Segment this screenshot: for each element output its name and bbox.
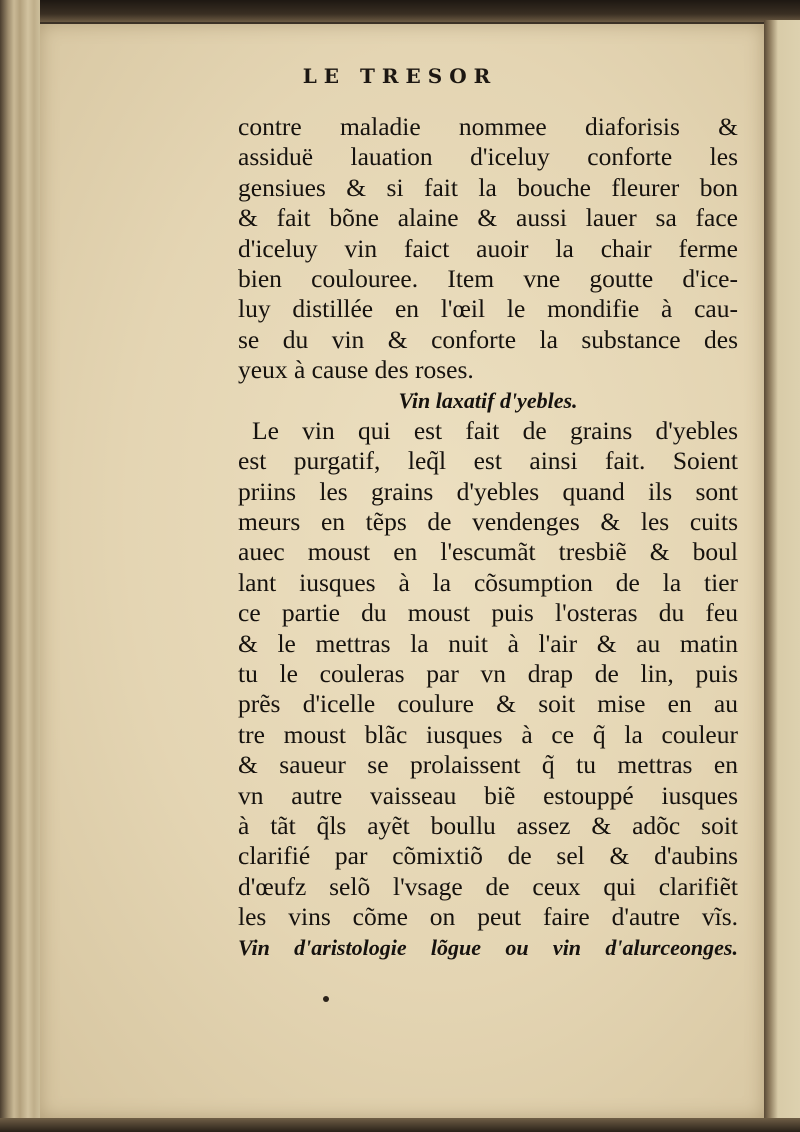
text-line: & le mettras la nuit à l'air & au matin bbox=[238, 628, 738, 658]
text-line: & fait bõne alaine & aussi lauer sa face bbox=[238, 203, 738, 233]
text-line: tu le couleras par vn drap de lin, puis bbox=[238, 659, 738, 689]
section-heading: Vin laxatif d'yebles. bbox=[398, 387, 578, 413]
text-line: tre moust blãc iusques à ce q̃ la couleur bbox=[238, 719, 738, 749]
text-line: prẽs d'icelle coulure & soit mise en au bbox=[238, 689, 738, 719]
text-line: yeux à cause des roses. bbox=[238, 355, 474, 385]
text-line: priins les grains d'yebles quand ils sont bbox=[238, 476, 738, 506]
text-line: se du vin & conforte la substance des bbox=[238, 324, 738, 354]
text-line: bien coulouree. Item vne goutte d'ice- bbox=[238, 263, 738, 293]
text-line: auec moust en l'escumãt tresbiẽ & boul bbox=[238, 537, 738, 567]
text-line: à tãt q̃ls ayẽt boullu assez & adõc soit bbox=[238, 810, 738, 840]
running-head: LE TRESOR bbox=[302, 64, 498, 88]
facing-page-edge bbox=[764, 20, 800, 1120]
scan-top-shadow bbox=[0, 0, 800, 22]
stacked-page-edges bbox=[0, 0, 40, 1132]
text-line: gensiues & si fait la bouche fleurer bon bbox=[238, 172, 738, 202]
text-line: contre maladie nommee diaforisis & bbox=[238, 112, 738, 141]
text-line: les vins cõme on peut faire d'autre vĩs. bbox=[238, 902, 738, 932]
ink-dot bbox=[323, 996, 329, 1002]
text-line: lant iusques à la cõsumption de la tier bbox=[238, 567, 738, 597]
text-line: Le vin qui est fait de grains d'yebles bbox=[252, 415, 738, 445]
text-line: d'iceluy vin faict auoir la chair ferme bbox=[238, 233, 738, 263]
page-text bbox=[238, 112, 738, 963]
text-line: luy distillée en l'œil le mondifie à cau- bbox=[238, 294, 738, 324]
text-line: d'œufz selõ l'vsage de ceux qui clarifiẽt bbox=[238, 871, 738, 901]
text-line: est purgatif, leq̃l est ainsi fait. Soient bbox=[238, 446, 738, 476]
text-line: clarifié par cõmixtiõ de sel & d'aubins bbox=[238, 841, 738, 871]
text-line: ce partie du moust puis l'osteras du feu bbox=[238, 598, 738, 628]
text-line: assiduë lauation d'iceluy conforte les bbox=[238, 142, 738, 172]
text-line: & saueur se prolaissent q̃ tu mettras en bbox=[238, 750, 738, 780]
text-line: meurs en tẽps de vendenges & les cuits bbox=[238, 507, 738, 537]
next-section-heading: Vin d'aristologie lõgue ou vin d'alurceonges. bbox=[238, 934, 738, 960]
text-line: vn autre vaisseau biẽ estouppé iusques bbox=[238, 780, 738, 810]
scan-bottom-shadow bbox=[0, 1118, 800, 1132]
